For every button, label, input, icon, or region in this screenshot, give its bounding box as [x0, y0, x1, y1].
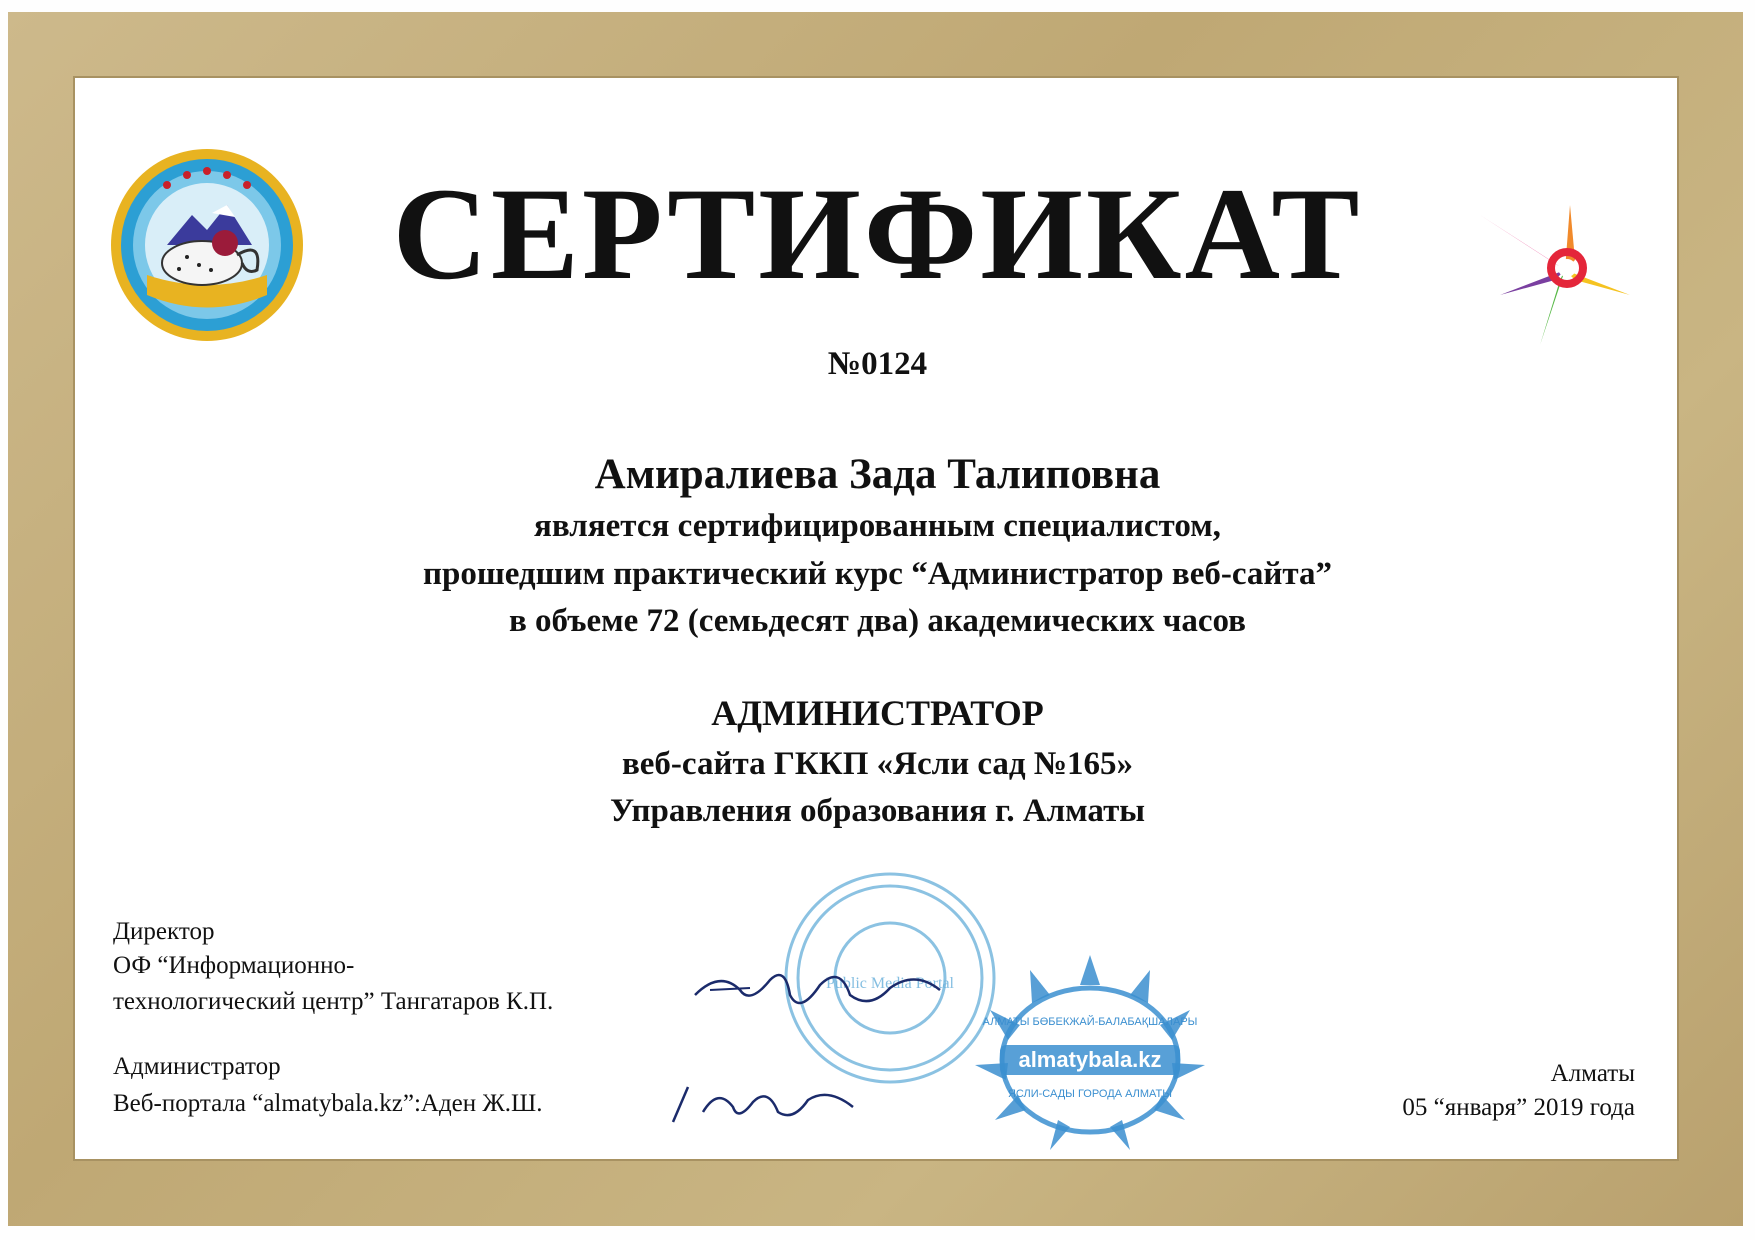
stamp1-text: Public Media Portal	[826, 975, 954, 992]
director-signature-icon	[690, 960, 950, 1020]
statement-line: в объеме 72 (семьдесят два) академических часов	[508, 603, 1247, 639]
role-title: АДМИНИСТРАТОР	[711, 693, 1044, 733]
issue-date: 05 “января” 2019 года	[1402, 1094, 1635, 1121]
admin-name: Веб-портала “almatybala.kz”:Аден Ж.Ш.	[113, 1090, 543, 1117]
role-line: веб-сайта ГККП «Ясли сад №165»	[621, 746, 1134, 782]
director-title: Директор	[113, 918, 215, 945]
stamp2-bottom: ЯСЛИ-САДЫ ГОРОДА АЛМАТЫ	[1007, 1088, 1173, 1100]
issue-city: Алматы	[1550, 1060, 1635, 1087]
statement-line: прошедшим практический курс “Администратор веб-сайта”	[422, 556, 1333, 592]
recipient-name: Амиралиева Зада Талиповна	[594, 451, 1161, 498]
stamp2-top: АЛМАТЫ БӨБЕКЖАЙ-БАЛАБАҚШАЛАРЫ	[982, 1016, 1198, 1028]
admin-title: Администратор	[113, 1053, 281, 1080]
director-name: технологический центр” Тангатаров К.П.	[113, 988, 554, 1015]
director-org: ОФ “Информационно-	[113, 952, 355, 979]
almatybala-stamp-icon	[970, 955, 1210, 1155]
certificate-number: №0124	[827, 346, 928, 382]
admin-signature-icon	[668, 1082, 858, 1127]
statement-line: является сертифицированным специалистом,	[534, 508, 1221, 544]
stamp2-brand: almatybala.kz	[1018, 1047, 1162, 1072]
certificate-title: СЕРТИФИКАТ	[392, 160, 1363, 307]
role-line: Управления образования г. Алматы	[609, 793, 1146, 829]
